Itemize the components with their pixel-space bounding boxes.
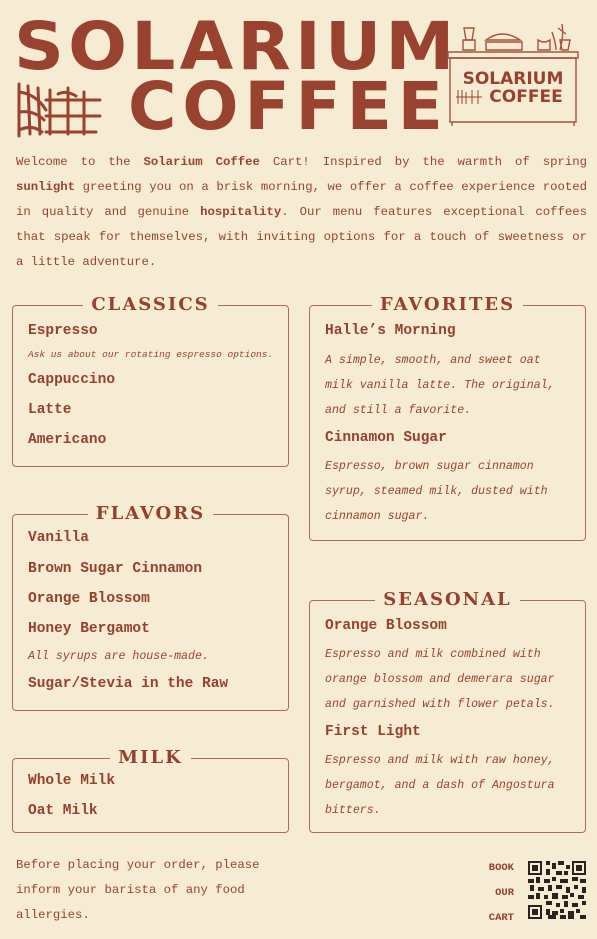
menu-item-americano: Americano	[28, 432, 107, 448]
milk-section	[12, 747, 289, 833]
title-line-solarium: SOLARIUM	[14, 8, 459, 85]
cart-sign-line1: SOLARIUM	[462, 69, 564, 89]
cart-sign-window-icon	[456, 90, 482, 104]
flavor-honey-bergamot: Honey Bergamot	[28, 621, 150, 637]
menu-item-latte: Latte	[28, 402, 72, 418]
flavor-vanilla: Vanilla	[28, 530, 89, 546]
menu-item-halles-morning: Halle’s Morning	[325, 323, 456, 339]
menu-item-cinnamon-sugar: Cinnamon Sugar	[325, 430, 447, 446]
menu-item-first-light: First Light	[325, 724, 421, 740]
flavors-section	[12, 503, 289, 711]
allergy-note: Before placing your order, please inform your barista of any food allergies.	[16, 858, 260, 922]
classics-section	[12, 294, 289, 467]
milk-whole: Whole Milk	[28, 773, 116, 789]
title-line-coffee: COFFEE	[128, 68, 449, 145]
sun-window-icon	[16, 82, 102, 138]
qr-code-icon[interactable]	[528, 861, 586, 919]
syrups-note: All syrups are house-made.	[28, 650, 209, 663]
halles-morning-description: A simple, smooth, and sweet oat milk vanilla latte. The original, and still a favorite.	[325, 354, 555, 417]
cinnamon-sugar-description: Espresso, brown sugar cinnamon syrup, steamed milk, dusted with cinnamon sugar.	[325, 460, 548, 523]
intro-paragraph: Welcome to the Solarium Coffee Cart! Inspired by the warmth of spring sunlight greeting you on a brisk morning, we offer a coffee experience rooted in quality and genuine hospitality. Our menu features exceptional coffees that speak for themselves, with inviting options for a touch of sweetness or a little adventure.	[16, 155, 587, 269]
espresso-note: Ask us about our rotating espresso options.	[28, 349, 274, 360]
first-light-description: Espresso and milk with raw honey, bergamot, and a dash of Angostura bitters.	[325, 754, 555, 817]
section-title-favorites: FAVORITES	[310, 293, 585, 317]
milk-oat: Oat Milk	[28, 803, 98, 819]
cart-sign-line2: COFFEE	[489, 87, 563, 107]
menu-item-orange-blossom: Orange Blossom	[325, 618, 447, 634]
menu-item-cappuccino: Cappuccino	[28, 372, 116, 388]
coffee-cart-illustration	[446, 18, 580, 126]
section-title-milk: MILK	[13, 746, 288, 770]
flavor-sugar-stevia: Sugar/Stevia in the Raw	[28, 676, 229, 692]
menu-item-espresso: Espresso	[28, 323, 98, 339]
favorites-section	[309, 294, 586, 541]
orange-blossom-description: Espresso and milk combined with orange blossom and demerara sugar and garnished with flower petals.	[325, 648, 555, 711]
flavor-brown-sugar-cinnamon: Brown Sugar Cinnamon	[28, 561, 203, 577]
seasonal-section	[309, 589, 586, 833]
section-title-seasonal: SEASONAL	[310, 588, 585, 612]
section-title-flavors: FLAVORS	[13, 502, 288, 526]
flavor-orange-blossom: Orange Blossom	[28, 591, 150, 607]
book-our-cart-label: BOOK OUR CART	[488, 862, 514, 924]
section-title-classics: CLASSICS	[13, 293, 288, 317]
